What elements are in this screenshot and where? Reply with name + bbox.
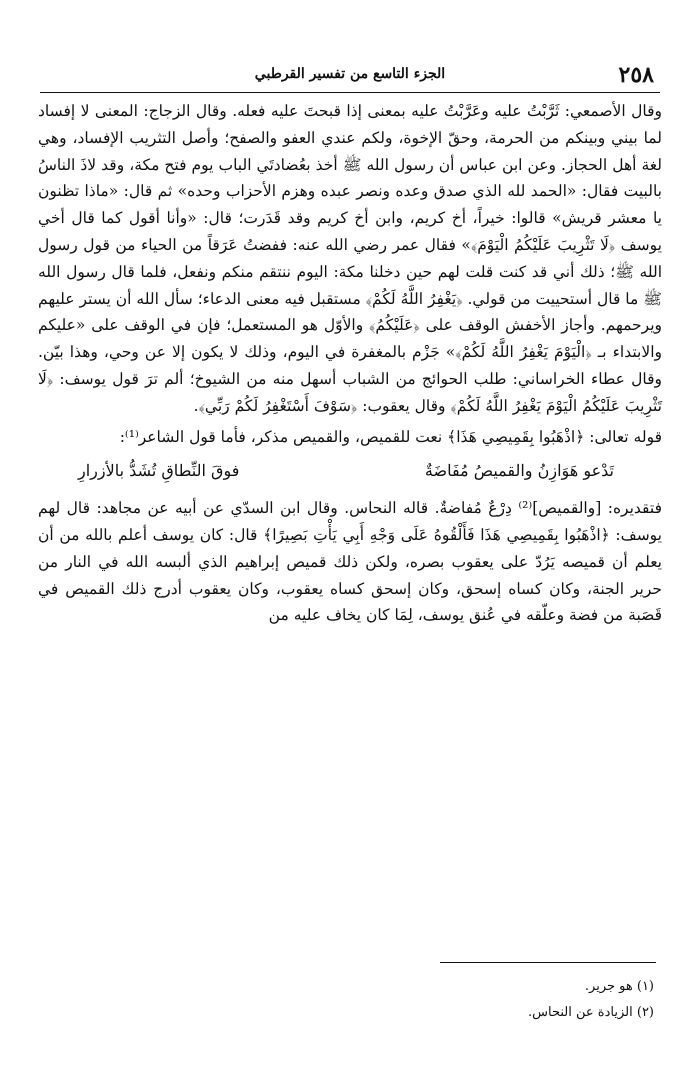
page-number: ٢٥٨ xyxy=(618,62,654,88)
footnote-2: (٢) الزيادة عن النحاس. xyxy=(528,1005,654,1020)
paragraph-2: قوله تعالى: ﴿اذْهَبُوا بِقَمِيصِي هَذَا﴾ نعت للقميص، والقميص مذكر، فأما قول الشاعر⁽¹⁾: xyxy=(119,427,662,446)
footnote-1: (١) هو جرير. xyxy=(584,979,654,994)
running-title: الجزء التاسع من تفسير القرطبي xyxy=(254,66,446,82)
poem-hemistich-right: تَدْعو هَوَازِنُ والقميصُ مُفَاضَةٌ xyxy=(424,461,614,481)
paragraph-1: وقال الأصمعي: ثَرَّبْتُ عليه وعَرَّبْتُ عليه بمعنى إذا قبحتَ عليه فعله. وقال الزجاج: المعنى لا إفساد لما بيني وبينكم من الحرمة، وحقّ الإخوة، ولكم عندي العفو والصفح؛ وأصل التثريب الإفساد، وهي لغة أهل الحجاز. وعن ابن عباس أن رسول الله ﷺ أخذ بعُضادتَي الباب يوم فتح مكة، وقد لاذَ الناسُ بالبيت فقال: «الحمد لله الذي صدق وعده ونصر عبده وهزم الأحزاب وحده» ثم قال: «ماذا تظنون يا معشر قريش» قالوا: خيراً، أخ كريم، وابن أخ كريم وقد قَدَرت؛ قال: «وأنا أقول كما قال أخي يوسف ﴿لَا تَثْرِيبَ عَلَيْكُمُ الْيَوْمَ﴾» فقال عمر رضي الله عنه: ففضتُ عَرَقاً من الحياء من قول رسول الله ﷺ؛ ذلك أني قد كنت قلت لهم حين دخلنا مكة: اليوم ننتقم منكم ونفعل، فلما قال رسول الله ﷺ ما قال أستحييت من قولي. ﴿يَغْفِرُ اللَّهُ لَكُمْ﴾ مستقبل فيه معنى الدعاء؛ سأل الله أن يستر عليهم ويرحمهم. وأجاز الأخفش الوقف على ﴿عَلَيْكُمُ﴾ والأوّل هو المستعمل؛ فإن في الوقف على «عليكم والابتداء بـ ﴿الْيَوْمَ يَغْفِرُ اللَّهُ لَكُمْ﴾» جَزْم بالمغفرة في اليوم، وذلك لا يكون إلا عن وحي، وهذا بيّن. وقال عطاء الخراساني: طلب الحوائج من الشباب أسهل منه من الشيوخ؛ ألم ترَ قول يوسف: ﴿لَا تَثْرِيبَ عَلَيْكُمُ الْيَوْمَ يَغْفِرُ اللَّهُ لَكُمْ﴾ وقال يعقوب: ﴿سَوْفَ أَسْتَغْفِرُ لَكُمْ رَبِّي﴾. xyxy=(38,102,662,415)
poem-verse xyxy=(38,458,662,485)
page-header xyxy=(40,58,660,93)
footnotes xyxy=(54,974,654,1026)
poem-hemistich-left: فوقَ النِّطاقِ تُشَدُّ بالأزرارِ xyxy=(78,461,240,481)
body-text xyxy=(38,98,662,633)
paragraph-3: فتقديره: [والقميص]⁽²⁾ دِرْعٌ مُفاضةٌ. قاله النحاس. وقال ابن السدّي عن أبيه عن مجاهد: قال لهم يوسف: ﴿اذْهَبُوا بِقَمِيصِي هَذَا فَأَلْقُوهُ عَلَى وَجْهِ أَبِي يَأْتِ بَصِيرًا﴾ قال: كان يوسف أعلم بالله من أن يعلم أن قميصه يَرُدّ على يعقوب بصره، ولكن ذلك قميص إبراهيم الذي ألبسه الله في النار من حرير الجنة، وكان كساه إسحق، وكان إسحق كساه يعقوب، وكان يعقوب أدرج ذلك القميص في قَصَبة من فضة وعلّقه في عُنق يوسف، لِمَا كان يخاف عليه من xyxy=(38,499,662,625)
footnote-divider xyxy=(440,962,656,963)
